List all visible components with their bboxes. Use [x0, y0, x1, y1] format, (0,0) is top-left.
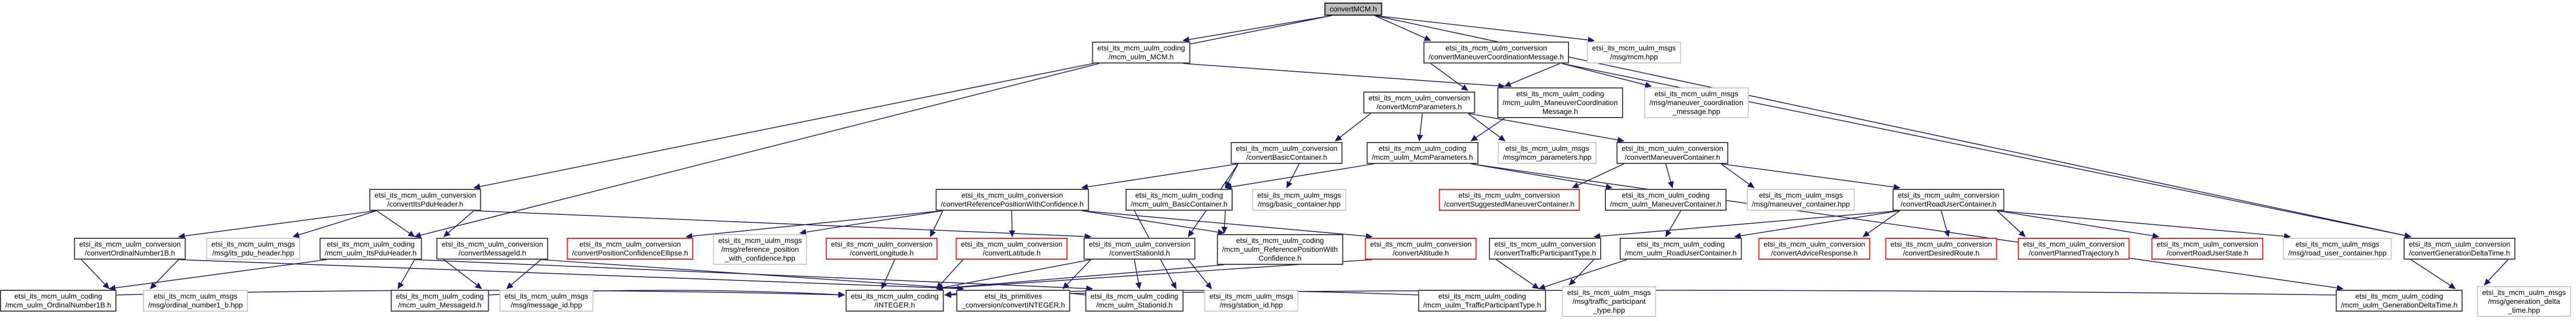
node-convRUState[interactable]	[2151, 238, 2263, 260]
node-label-line: /msg/maneuver_container.hpp	[1751, 200, 1850, 208]
node-label-line: etsi_its_mcm_uulm_coding	[1516, 89, 1604, 98]
edge-cod_McmParams-to-cod_ManCont	[1471, 164, 1613, 188]
node-label-line: etsi_its_mcm_uulm_coding	[1135, 191, 1223, 199]
node-label-line: /convertStationId.h	[1109, 249, 1170, 257]
node-label-line: etsi_its_mcm_uulm_msgs	[1759, 191, 1843, 199]
edge-convLong-to-cod_INTEGER	[882, 260, 895, 289]
node-label-line: /msg/message_id.hpp	[511, 301, 582, 309]
node-label-line: etsi_its_mcm_uulm_coding	[1637, 240, 1725, 248]
edge-convOrd1B-to-cod_Ord1B	[82, 260, 110, 289]
node-msg_its_pdu	[206, 238, 300, 260]
edge-convTPT-to-cod_TPT	[1496, 260, 1539, 289]
node-label-line: etsi_its_mcm_uulm_coding	[1097, 44, 1185, 52]
node-label-line: /mcm_uulm_RoadUserContainer.h	[1625, 249, 1737, 257]
node-label-line: etsi_its_primitives	[984, 292, 1042, 300]
node-label-line: /msg/traffic_participant	[1572, 297, 1646, 305]
edge-convGDT-to-msg_gdt	[2485, 260, 2508, 285]
node-msg_msgid	[499, 290, 593, 312]
node-label-line: /convertTrafficParticipantType.h	[1494, 249, 1597, 257]
edge-convManCont-to-cod_ManCont	[1666, 164, 1672, 188]
node-label-line: etsi_its_mcm_uulm_conversion	[579, 240, 681, 248]
node-label-line: /mcm_uulm_BasicContainer.h	[1131, 200, 1227, 208]
node-convLat[interactable]	[956, 238, 1067, 260]
node-label-line: etsi_its_mcm_uulm_msgs	[718, 236, 802, 245]
edge-convRefPos-to-convLong	[931, 211, 943, 237]
node-label-line: etsi_its_mcm_uulm_coding	[1090, 292, 1179, 300]
edge-convBasic-to-cod_Basic	[1225, 164, 1238, 188]
node-label-line: etsi_its_mcm_uulm_msgs	[1505, 144, 1589, 152]
node-label-line: etsi_its_mcm_uulm_coding	[14, 292, 102, 300]
node-label-line: /mcm_uulm_MCM.h	[1108, 53, 1174, 61]
node-label-line: etsi_its_mcm_uulm_coding	[396, 292, 484, 300]
node-label-line: etsi_its_mcm_uulm_msgs	[1257, 191, 1341, 199]
node-label-line: etsi_its_mcm_uulm_coding	[2355, 292, 2443, 300]
node-label-line: /convertReferencePositionWithConfidence.h	[940, 200, 1084, 208]
edge-convOrd1B-to-msg_ord1b	[150, 260, 179, 289]
node-label-line: etsi_its_mcm_uulm_msgs	[1567, 288, 1651, 297]
node-label-line: etsi_its_mcm_uulm_msgs	[211, 240, 295, 248]
node-label-line: /convertGenerationDeltaTime.h	[2409, 249, 2510, 257]
node-label-line: etsi_its_mcm_uulm_conversion	[961, 191, 1063, 199]
edge-convStationId-to-cod_StationId	[1134, 260, 1140, 289]
node-convBasic[interactable]	[1231, 142, 1342, 164]
node-label-line: /convertManeuverCoordinationMessage.h	[1429, 53, 1564, 61]
edge-root-to-msg_mcm	[1375, 16, 1594, 41]
node-label-line: /mcm_uulm_GenerationDeltaTime.h	[2340, 301, 2458, 309]
node-cod_TPT[interactable]	[1418, 290, 1546, 312]
node-cod_ManCont[interactable]	[1605, 189, 1727, 211]
edge-convStationId-to-msg_stationid	[1188, 260, 1212, 289]
node-convPlanned[interactable]	[2018, 238, 2129, 260]
node-label-line: /mcm_uulm_TrafficParticipantType.h	[1423, 301, 1541, 309]
node-msg_mcm	[1587, 42, 1681, 63]
node-label-line: /mcm_uulm_ReferencePositionWith	[1222, 245, 1338, 253]
node-convAlt[interactable]	[1365, 238, 1476, 260]
node-label-line: /msg/maneuver_coordination	[1649, 98, 1744, 107]
edge-cod_McmParams-to-cod_Basic	[1225, 164, 1374, 188]
edge-convItsPdu-to-convOrd1B	[179, 211, 377, 237]
node-label-line: etsi_its_mcm_uulm_coding	[1622, 191, 1710, 199]
edge-cod_RefPos-to-cod_INTEGER	[937, 265, 1224, 289]
node-root	[1324, 3, 1382, 16]
node-label-line: etsi_its_mcm_uulm_conversion	[1089, 240, 1191, 248]
node-label-line: _time.hpp	[2508, 306, 2540, 314]
edge-convMCMsg-to-cod_MCMsg	[1505, 63, 1560, 86]
node-label-line: /mcm_uulm_OrdinalNumber1B.h	[5, 301, 111, 309]
node-label-line: etsi_its_mcm_uulm_msgs	[1592, 44, 1676, 52]
node-label-line: etsi_its_mcm_uulm_conversion	[831, 240, 933, 248]
edge-convMcmParams-to-convBasic	[1336, 113, 1371, 141]
node-label-line: etsi_its_mcm_uulm_conversion	[1622, 144, 1723, 152]
node-label-line: /convertLatitude.h	[983, 249, 1041, 257]
edge-cod_RoadUser-to-cod_TPT	[1539, 260, 1627, 289]
node-label-line: /convertBasicContainer.h	[1246, 153, 1327, 161]
node-cod_INTEGER[interactable]	[846, 290, 944, 312]
edge-convMsgId-to-cod_MsgId	[444, 260, 482, 289]
edge-convRoadUser-to-msg_ruc	[1997, 211, 2291, 237]
node-label-line: etsi_its_mcm_uulm_conversion	[2409, 240, 2510, 248]
node-cod_GDT[interactable]	[2336, 290, 2463, 312]
node-label-line: /mcm_uulm_McmParameters.h	[1371, 153, 1473, 161]
edge-mcm_MCM-to-cod_ItsPdu	[415, 63, 1100, 237]
node-label-line: /mcm_uulm_StationId.h	[1096, 301, 1173, 309]
edge-convOrd1B-to-convINTEGER	[179, 260, 964, 289]
edge-convMCMsg-to-convMcmParams	[1431, 63, 1468, 91]
node-cod_MCMsg[interactable]	[1497, 87, 1623, 118]
node-label-line: etsi_its_mcm_uulm_conversion	[1763, 240, 1865, 248]
node-label-line: etsi_its_mcm_uulm_conversion	[1445, 44, 1547, 52]
node-cod_RefPos[interactable]	[1217, 234, 1343, 265]
node-label-line: etsi_its_mcm_uulm_conversion	[79, 240, 181, 248]
node-convPosConf[interactable]	[567, 238, 693, 260]
node-label-line: etsi_its_mcm_uulm_msgs	[1209, 292, 1293, 300]
node-msg_ruc	[2283, 238, 2391, 260]
node-label-line: /convertItsPduHeader.h	[387, 200, 464, 208]
node-label-line: etsi_its_mcm_uulm_msgs	[2482, 288, 2566, 297]
edge-cod_ItsPdu-to-cod_MsgId	[398, 260, 415, 289]
node-label-line: etsi_its_mcm_uulm_conversion	[1890, 240, 1992, 248]
node-cod_Basic[interactable]	[1126, 189, 1233, 211]
edge-convBasic-to-convRefPos	[1082, 164, 1238, 188]
node-label-line: etsi_its_mcm_uulm_coding	[851, 292, 939, 300]
node-label-line: etsi_its_mcm_uulm_conversion	[1368, 94, 1470, 102]
node-label-line: /INTEGER.h	[874, 301, 915, 309]
node-convAdvice[interactable]	[1758, 238, 1870, 260]
edge-convGDT-to-cod_GDT	[2411, 260, 2456, 289]
node-convINTEGER[interactable]	[956, 290, 1070, 312]
edge-cod_McmParams-to-cod_GDT	[1471, 164, 2344, 289]
edge-convRoadUser-to-cod_RoadUser	[1735, 211, 1900, 237]
node-label-line: /msg/reference_position	[721, 245, 799, 253]
node-label-line: _conversion/convertINTEGER.h	[961, 301, 1065, 309]
edge-root-to-convItsPdu	[474, 16, 1332, 188]
node-label-line: /convertAdviceResponse.h	[1771, 249, 1858, 257]
node-label-line: /convertSuggestedManeuverContainer.h	[1444, 200, 1575, 208]
node-label-line: etsi_its_mcm_uulm_conversion	[1898, 191, 1999, 199]
edge-convRefPos-to-convAlt	[1082, 211, 1372, 237]
node-label-line: /convertRoadUserContainer.h	[1900, 200, 1997, 208]
node-label-line: /msg/basic_container.hpp	[1258, 200, 1341, 208]
edge-convManCont-to-convSugg	[1573, 164, 1624, 188]
node-label-line: /convertManeuverContainer.h	[1625, 153, 1720, 161]
node-label-line: /mcm_uulm_ManeuverContainer.h	[1610, 200, 1721, 208]
node-label-line: /mcm_uulm_ItsPduHeader.h	[324, 249, 417, 257]
node-label-line: etsi_its_mcm_uulm_conversion	[2156, 240, 2258, 248]
node-label-line: _with_confidence.hpp	[725, 254, 795, 262]
node-convDesired[interactable]	[1885, 238, 1997, 260]
edge-cod_MCMsg-to-cod_McmParams	[1471, 118, 1505, 141]
node-cod_ItsPdu[interactable]	[320, 238, 422, 260]
node-label-line: /convertOrdinalNumber1B.h	[85, 249, 175, 257]
node-label-line: /msg/mcm_parameters.hpp	[1502, 153, 1592, 161]
edge-convStationId-to-cod_INTEGER	[937, 260, 1091, 289]
edge-mcm_MCM-to-cod_MCMsg	[1183, 63, 1505, 86]
node-label-line: /msg/its_pdu_header.hpp	[212, 249, 294, 257]
node-msg_mcm_params	[1498, 142, 1597, 164]
node-label-line: /mcm_uulm_MessageId.h	[398, 301, 482, 309]
node-label-line: _message.hpp	[1672, 107, 1720, 115]
node-label-line: /convertPlannedTrajectory.h	[2029, 249, 2119, 257]
node-convMCMsg[interactable]	[1423, 42, 1569, 63]
node-convSugg[interactable]	[1439, 189, 1580, 211]
node-convOrd1B[interactable]	[74, 238, 186, 260]
edge-cod_ManCont-to-cod_RoadUser	[1666, 211, 1681, 237]
node-msg_man_cont	[1747, 189, 1855, 211]
node-convRefPos[interactable]	[936, 189, 1089, 211]
node-convLong[interactable]	[826, 238, 937, 260]
edge-convManCont-to-convRoadUser	[1721, 164, 1900, 188]
node-label-line: etsi_its_mcm_uulm_coding	[1236, 236, 1324, 245]
node-label-line: /msg/road_user_container.hpp	[2288, 249, 2387, 257]
node-cod_MsgId[interactable]	[391, 290, 489, 312]
node-msg_stationid	[1204, 290, 1298, 312]
node-label-line: /convertRoadUserState.h	[2166, 249, 2248, 257]
node-label-line: /msg/mcm.hpp	[1610, 53, 1658, 61]
node-label-line: etsi_its_mcm_uulm_conversion	[961, 240, 1063, 248]
node-label-line: etsi_its_mcm_uulm_coding	[1378, 144, 1467, 152]
node-label-line: convertMCM.h	[1329, 5, 1377, 13]
edge-convMcmParams-to-cod_McmParams	[1419, 113, 1422, 141]
node-label-line: etsi_its_mcm_uulm_coding	[1438, 292, 1526, 300]
node-label-line: _type.hpp	[1593, 306, 1625, 314]
node-label-line: /msg/generation_delta	[2488, 297, 2560, 305]
node-label-line: etsi_its_mcm_uulm_conversion	[441, 240, 543, 248]
node-mcm_MCM[interactable]	[1092, 42, 1191, 63]
node-label-line: /convertLongitude.h	[849, 249, 914, 257]
node-label-line: etsi_its_mcm_uulm_msgs	[1654, 89, 1738, 98]
edge-convItsPdu-to-convStationId	[474, 211, 1091, 237]
node-label-line: etsi_its_mcm_uulm_conversion	[1494, 240, 1596, 248]
node-label-line: etsi_its_mcm_uulm_conversion	[1370, 240, 1472, 248]
edge-root-to-mcm_MCM	[1183, 16, 1332, 41]
node-label-line: etsi_its_mcm_uulm_coding	[326, 240, 415, 248]
node-msg_refpos	[713, 234, 807, 265]
node-convGDT[interactable]	[2403, 238, 2515, 260]
node-label-line: /convertPositionConfidenceEllipse.h	[572, 249, 688, 257]
node-label-line: etsi_its_mcm_uulm_msgs	[153, 292, 238, 300]
node-msg_gdt	[2477, 286, 2571, 317]
edge-convRefPos-to-convPosConf	[686, 211, 943, 237]
node-convStationId[interactable]	[1083, 238, 1195, 260]
node-label-line: /convertMcmParameters.h	[1376, 102, 1462, 111]
node-msg_ord1b	[143, 290, 248, 312]
edge-cod_Basic-to-cod_RefPos	[1224, 211, 1226, 233]
node-label-line: /mcm_uulm_ManeuverCoordination	[1502, 98, 1618, 107]
edge-convRoadUser-to-convTPT	[1594, 211, 1900, 237]
node-convItsPdu[interactable]	[369, 189, 481, 211]
node-label-line: etsi_its_mcm_uulm_conversion	[1236, 144, 1338, 152]
edge-root-to-convMCMsg	[1375, 16, 1431, 41]
node-cod_Ord1B[interactable]	[0, 290, 116, 312]
node-cod_McmParams[interactable]	[1367, 142, 1479, 164]
edge-convTPT-to-msg_tpt	[1570, 260, 1594, 285]
node-label-line: etsi_its_mcm_uulm_msgs	[504, 292, 589, 300]
edge-convRoadUser-to-convDesired	[1941, 211, 1949, 237]
node-convManCont[interactable]	[1616, 142, 1728, 164]
node-label-line: Message.h	[1542, 107, 1578, 115]
node-label-line: /convertMessageId.h	[459, 249, 526, 257]
node-label-line: /msg/ordinal_number1_b.hpp	[148, 301, 243, 309]
node-convTPT[interactable]	[1489, 238, 1601, 260]
node-label-line: /msg/station_id.hpp	[1220, 301, 1283, 309]
edge-convItsPdu-to-cod_ItsPdu	[377, 211, 415, 237]
node-msg_basic	[1252, 189, 1346, 211]
node-msg_mcmsg	[1644, 87, 1749, 118]
node-convMcmParams[interactable]	[1363, 92, 1475, 113]
edge-convItsPdu-to-convMsgId	[444, 211, 474, 237]
node-label-line: etsi_its_mcm_uulm_conversion	[2023, 240, 2125, 248]
node-label-line: Confidence.h	[1258, 254, 1302, 262]
node-label-line: etsi_its_mcm_uulm_conversion	[1458, 191, 1560, 199]
node-label-line: etsi_its_mcm_uulm_msgs	[2295, 240, 2379, 248]
node-cod_RoadUser[interactable]	[1620, 238, 1742, 260]
edge-convMCMsg-to-msg_mcmsg	[1562, 63, 1652, 86]
node-label-line: etsi_its_mcm_uulm_conversion	[374, 191, 476, 199]
edge-convItsPdu-to-msg_its_pdu	[293, 211, 377, 237]
edge-convRoadUser-to-convAdvice	[1863, 211, 1900, 237]
node-convRoadUser[interactable]	[1892, 189, 2004, 211]
node-msg_tpt	[1562, 286, 1656, 317]
node-cod_StationId[interactable]	[1086, 290, 1184, 312]
node-label-line: /convertDesiredRoute.h	[1903, 249, 1980, 257]
node-label-line: /convertAltitude.h	[1392, 249, 1449, 257]
node-convMsgId[interactable]	[436, 238, 548, 260]
